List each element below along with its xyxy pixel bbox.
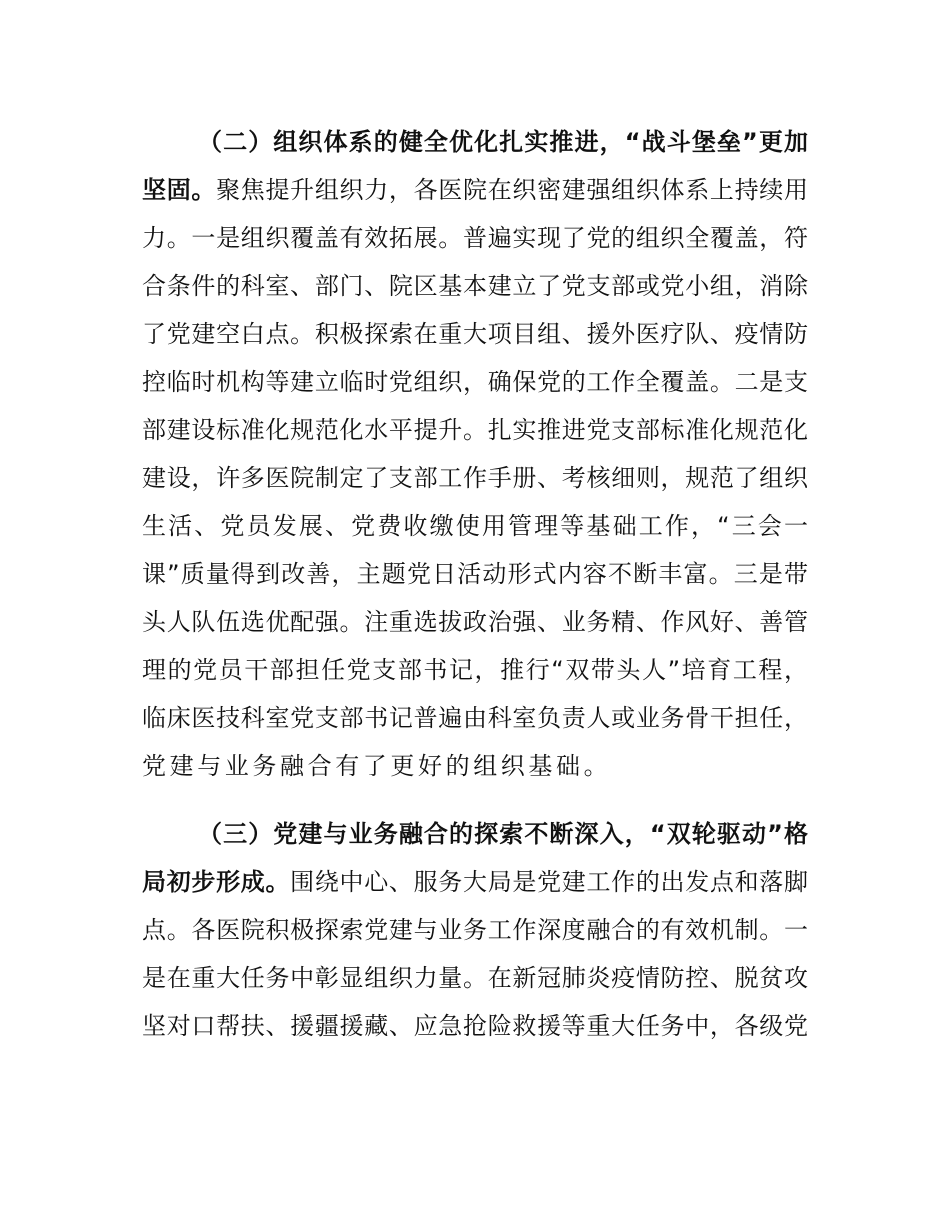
paragraph-line: [142, 463, 808, 493]
paragraph-line: [142, 1011, 808, 1041]
body-text: 临床医技科室党支部书记普遍由科室负责人或业务骨干担任，: [142, 704, 808, 732]
body-text: 力。一是组织覆盖有效拓展。普遍实现了党的组织全覆盖，符: [142, 224, 808, 252]
paragraph-line: [142, 607, 808, 637]
bold-text: （三）党建与业务融合的探索不断深入，“双轮驱动”格: [198, 820, 808, 848]
paragraph-line: [142, 915, 808, 945]
paragraph-line: [142, 703, 808, 733]
paragraph-line: [142, 655, 808, 685]
paragraph-line: [142, 559, 808, 589]
paragraph-line: [142, 271, 808, 301]
paragraph-line: [142, 511, 808, 541]
body-text: 点。各医院积极探索党建与业务工作深度融合的有效机制。一: [142, 916, 808, 944]
section-heading-line: [198, 127, 808, 157]
body-text: 坚对口帮扶、援疆援藏、应急抢险救援等重大任务中，各级党: [142, 1012, 808, 1040]
paragraph-line: [142, 867, 808, 897]
body-text: 建设，许多医院制定了支部工作手册、考核细则，规范了组织: [142, 464, 808, 492]
paragraph-line: [142, 175, 808, 205]
body-text: 理的党员干部担任党支部书记，推行“双带头人”培育工程，: [142, 656, 808, 684]
bold-text: 坚固。: [142, 176, 217, 204]
paragraph-line: [142, 963, 808, 993]
body-text: 控临时机构等建立临时党组织，确保党的工作全覆盖。二是支: [142, 368, 808, 396]
body-text: 合条件的科室、部门、院区基本建立了党支部或党小组，消除: [142, 272, 808, 300]
section-heading-line: [198, 819, 808, 849]
body-text: 党建与业务融合有了更好的组织基础。: [142, 752, 612, 780]
body-text: 了党建空白点。积极探索在重大项目组、援外医疗队、疫情防: [142, 320, 808, 348]
body-text: 是在重大任务中彰显组织力量。在新冠肺炎疫情防控、脱贫攻: [142, 964, 808, 992]
body-text: 围绕中心、服务大局是党建工作的出发点和落脚: [290, 868, 809, 896]
paragraph-line: [142, 319, 808, 349]
body-text: 生活、党员发展、党费收缴使用管理等基础工作，“三会一: [142, 512, 808, 540]
body-text: 课”质量得到改善，主题党日活动形式内容不断丰富。三是带: [142, 560, 808, 588]
body-text: 部建设标准化规范化水平提升。扎实推进党支部标准化规范化: [142, 416, 808, 444]
body-text: 头人队伍选优配强。注重选拔政治强、业务精、作风好、善管: [142, 608, 808, 636]
paragraph-line: [142, 223, 808, 253]
paragraph-line: [142, 751, 808, 781]
paragraph-line: [142, 367, 808, 397]
paragraph-line: [142, 415, 808, 445]
bold-text: （二）组织体系的健全优化扎实推进，“战斗堡垒”更加: [198, 128, 808, 156]
body-text: 聚焦提升组织力，各医院在织密建强组织体系上持续用: [216, 176, 808, 204]
bold-text: 局初步形成。: [142, 868, 291, 896]
